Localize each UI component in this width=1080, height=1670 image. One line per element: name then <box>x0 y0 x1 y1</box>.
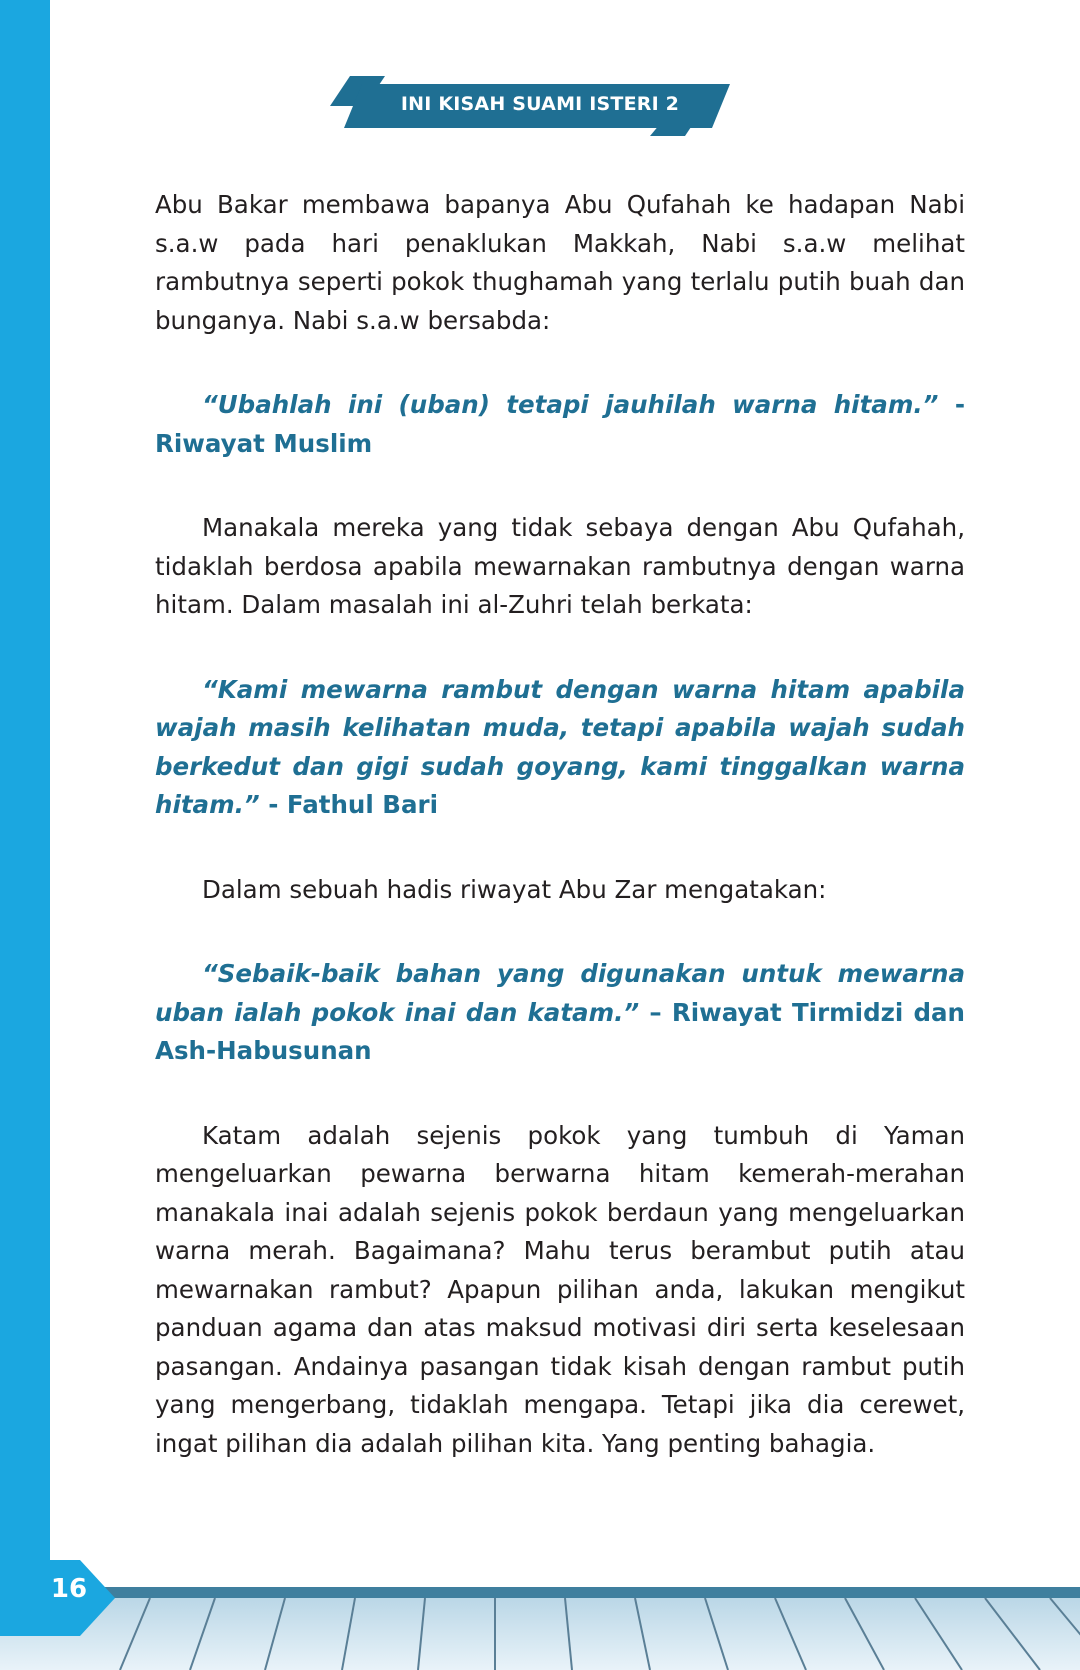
paragraph-2: Manakala mereka yang tidak sebaya dengan Abu Qufahah, tidaklah berdosa apabila mewarnakan rambutnya dengan warna hitam. Dalam masalah ini al-Zuhri telah berkata: <box>155 513 965 619</box>
quote-2-text: “Kami mewarna rambut dengan warna hitam apabila wajah masih kelihatan muda, tetapi apabila wajah sudah berkedut dan gigi sudah goyang, kami tinggalkan warna hitam.” <box>155 674 965 819</box>
page-number: 16 <box>50 1574 88 1604</box>
quote-3-source: – Riwayat Tirmidzi dan Ash-Habusunan <box>155 997 965 1065</box>
chapter-banner <box>330 76 760 136</box>
paragraph-3: Dalam sebuah hadis riwayat Abu Zar mengatakan: <box>202 874 827 904</box>
quote-3-text: “Sebaik-baik bahan yang digunakan untuk mewarna uban ialah pokok inai dan katam.” <box>155 959 965 1027</box>
paragraph-1: Abu Bakar membawa bapanya Abu Qufahah ke hadapan Nabi s.a.w pada hari penaklukan Makkah, Nabi s.a.w melihat rambutnya seperti pokok thughamah yang terlalu putih buah dan bunganya. Nabi s.a.w bersabda: <box>155 190 965 335</box>
left-accent-bar <box>0 0 50 1670</box>
quote-2 <box>155 671 965 825</box>
chapter-title: INI KISAH SUAMI ISTERI 2 <box>400 93 680 115</box>
quote-3 <box>155 955 965 1071</box>
paragraph-4: Katam adalah sejenis pokok yang tumbuh di Yaman mengeluarkan pewarna berwarna hitam kemerah-merahan manakala inai adalah sejenis pokok berdaun yang mengeluarkan warna merah. Bagaimana? Mahu terus berambut putih atau mewarnakan rambut? Apapun pilihan anda, lakukan mengikut panduan agama dan atas maksud motivasi diri serta keselesaan pasangan. Andainya pasangan tidak kisah dengan rambut putih yang mengerbang, tidaklah mengapa. Tetapi jika dia cerewet, ingat pilihan dia adalah pilihan kita. Yang penting bahagia. <box>155 1120 965 1458</box>
quote-1 <box>155 386 965 463</box>
quote-1-source: - Riwayat Muslim <box>155 390 966 458</box>
page-content <box>155 186 965 1463</box>
footer-decoration <box>0 1560 1080 1670</box>
quote-2-source: - Fathul Bari <box>259 790 438 819</box>
quote-1-text: “Ubahlah ini (uban) tetapi jauhilah warna hitam.” <box>202 390 939 419</box>
footer-floor-graphic <box>0 1560 1080 1670</box>
